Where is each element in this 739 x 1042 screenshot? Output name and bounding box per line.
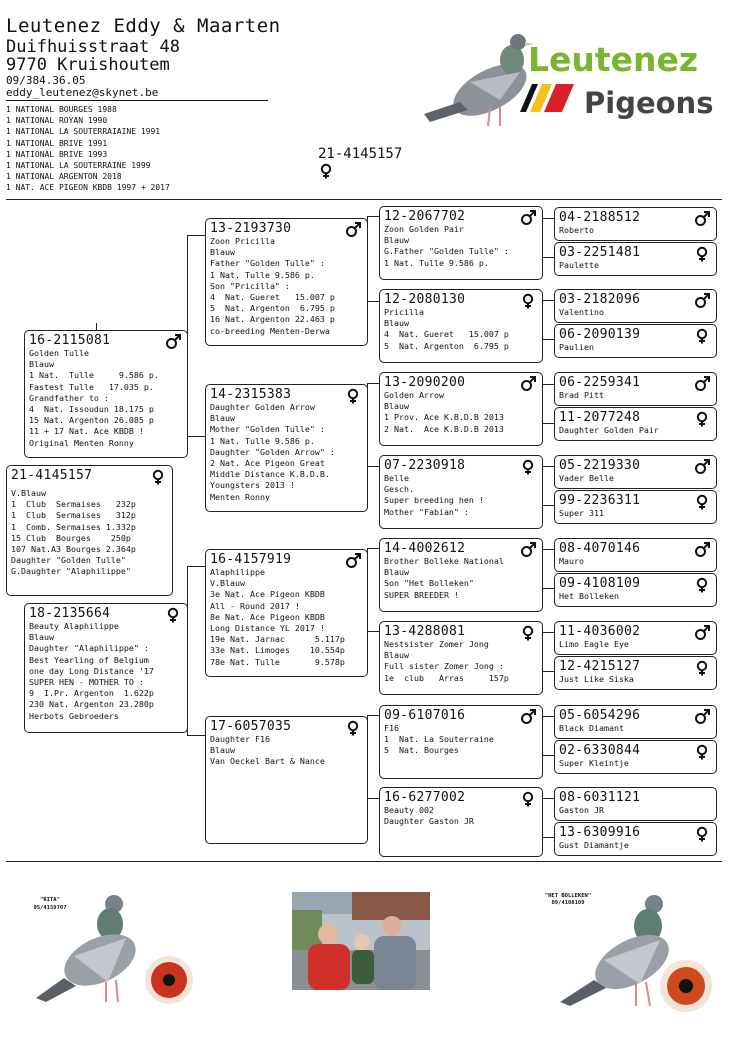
pigeon-line: Zoon Golden Pair	[384, 224, 464, 234]
pigeon-line: 33e Nat. Limoges 10.554p	[210, 645, 345, 656]
pigeon-line: G.Father "Golden Tulle" :	[384, 246, 509, 257]
pigeon-card-g5	[554, 372, 717, 406]
ring-number: 03-2251481	[559, 245, 641, 260]
female-icon	[694, 826, 710, 842]
ring-number: 04-2188512	[559, 210, 641, 225]
pigeon-line: Blauw	[384, 567, 409, 578]
honours-list	[6, 104, 170, 194]
pigeon-card-g15	[554, 787, 717, 821]
pigeon-line: 5 Nat. Argenton 6.795 p	[210, 303, 335, 314]
ring-number: 08-6031121	[559, 790, 641, 805]
pigeon-line: F16	[384, 723, 399, 733]
logo-word-pigeons: Pigeons	[584, 86, 714, 120]
photo-caption-ring: 05/4159707	[33, 905, 67, 911]
pigeon-line: Blauw	[384, 235, 409, 246]
male-icon	[345, 222, 361, 238]
pigeon-card-g7	[554, 455, 717, 489]
female-icon	[520, 625, 536, 641]
pigeon-name: Limo Eagle Eye	[559, 639, 629, 649]
honour-item: 1 NATIONAL BOURGES 1988	[6, 105, 117, 114]
pigeon-line: 9 I.Pr. Argenton 1.622p	[29, 688, 154, 699]
pigeon-card-fff	[379, 206, 543, 280]
honour-item: 1 NATIONAL ROYAN 1990	[6, 116, 108, 126]
male-icon	[694, 293, 710, 309]
male-icon	[694, 211, 710, 227]
male-icon	[694, 376, 710, 392]
ring-number: 13-4288081	[384, 624, 466, 639]
pigeon-line: Daughter Gaston JR	[384, 816, 474, 827]
divider	[6, 199, 722, 200]
divider	[6, 861, 722, 862]
ring-number: 06-2259341	[559, 375, 641, 390]
pigeon-card-g8	[554, 490, 717, 524]
female-icon	[345, 720, 361, 736]
pigeon-line: Super breeding hen !	[384, 495, 484, 506]
pigeon-line: Long Distance YL 2017 !	[210, 623, 325, 634]
female-icon	[345, 388, 361, 404]
ring-number: 09-4108109	[559, 576, 641, 591]
photo-caption-ring: 09/4108109	[551, 900, 585, 906]
pigeon-line: Best Yearling of Belgium	[29, 654, 149, 665]
pigeon-name: Super Kleintje	[559, 758, 629, 768]
owner-phone: 09/384.36.05	[6, 74, 86, 87]
pigeon-line: co-breeding Menten-Derwa	[210, 325, 330, 336]
honour-item: 1 NATIONAL BRIVE 1993	[6, 149, 108, 159]
pigeon-card-g11	[554, 621, 717, 655]
pigeon-line: 230 Nat. Argenton 23.280p	[29, 699, 154, 710]
ring-number: 14-2315383	[210, 387, 292, 402]
pigeon-line: Original Menten Ronny	[29, 437, 134, 448]
ring-number: 13-2090200	[384, 375, 466, 390]
male-icon	[165, 334, 181, 350]
pigeon-card-g13	[554, 705, 717, 739]
pigeon-line: 4 Nat. Gueret 15.007 p	[384, 329, 509, 340]
pigeon-line: Beauty Alaphilippe	[29, 621, 119, 631]
owner-email: eddy_leutenez@skynet.be	[6, 86, 268, 101]
pigeon-line: Mother "Golden Tulle" :	[210, 424, 325, 435]
pigeon-card-g3	[554, 289, 717, 323]
ring-number: 05-6054296	[559, 708, 641, 723]
pigeon-line: Middle Distance K.B.D.B.	[210, 469, 330, 480]
pigeon-line: Daughter F16	[210, 734, 270, 744]
pigeon-line: Daughter "Golden Arrow" :	[210, 446, 335, 457]
pigeon-name: Roberto	[559, 225, 594, 235]
pigeon-line: All - Round 2017 !	[210, 600, 300, 611]
ring-number: 16-4157919	[210, 552, 292, 567]
pigeon-name: Paulien	[559, 342, 594, 352]
honour-item: 1 NAT. ACE PIGEON KBDB 1997 + 2017	[6, 183, 170, 193]
ring-number: 08-4070146	[559, 541, 641, 556]
pigeon-line: Blauw	[384, 318, 409, 329]
pigeon-line: 2 Nat. Ace K.B.D.B 2013	[384, 423, 504, 434]
pigeon-line: Mother "Fabian" :	[384, 506, 469, 517]
pigeon-line: 8e Nat. Ace Pigeon KBDB	[210, 611, 325, 622]
female-icon	[694, 246, 710, 262]
pigeon-line: 19e Nat. Jarnac 5.117p	[210, 634, 345, 645]
pigeon-line: 4 Nat. Issoudun 18.175 p	[29, 404, 154, 415]
pigeon-line: 1e club Arras 157p	[384, 672, 509, 683]
connector	[187, 235, 206, 437]
pigeon-line: Brother Bolleke National	[384, 556, 504, 566]
pigeon-card-mff	[379, 538, 543, 612]
pigeon-card-ff	[205, 218, 368, 346]
pigeon-line: 1 Nat. La Souterraine	[384, 734, 494, 745]
pigeon-line: Golden Tulle	[29, 348, 89, 358]
pigeon-line: 5 Nat. Bourges	[384, 745, 459, 756]
pigeon-line: 3e Nat. Ace Pigeon KBDB	[210, 589, 325, 600]
female-icon	[694, 494, 710, 510]
pigeon-line: Belle	[384, 473, 409, 483]
ring-number: 14-4002612	[384, 541, 466, 556]
pigeon-line: Herbots Gebroeders	[29, 710, 119, 721]
ring-number: 02-6330844	[559, 743, 641, 758]
pigeon-name: Super 311	[559, 508, 604, 518]
pigeon-line: Fastest Tulle 17.035 p.	[29, 381, 154, 392]
pigeon-card-g1	[554, 207, 717, 241]
pigeon-line: Daughter "Alaphilippe" :	[29, 643, 149, 654]
ring-number: 03-2182096	[559, 292, 641, 307]
pigeon-line: 1 Club Sermaises 232p	[11, 499, 136, 510]
female-icon	[520, 791, 536, 807]
pigeon-line: Full sister Zomer Jong :	[384, 661, 504, 672]
pigeon-line: V.Blauw	[210, 578, 245, 589]
pigeon-card-father	[24, 330, 188, 458]
pigeon-line: Blauw	[29, 359, 54, 370]
pigeon-line: 107 Nat.A3 Bourges 2.364p	[11, 544, 136, 555]
honour-item: 1 NATIONAL ARGENTON 2018	[6, 172, 122, 182]
ring-number: 11-4036002	[559, 624, 641, 639]
pigeon-line: 1 Club Sermaises 312p	[11, 510, 136, 521]
pigeon-name: Gaston JR	[559, 805, 604, 815]
photo-caption-name: "HET BOLLEKEN"	[544, 893, 592, 899]
female-icon	[520, 459, 536, 475]
pigeon-name: Black Diamant	[559, 723, 624, 733]
ring-number: 05-2219330	[559, 458, 641, 473]
pigeon-card-mfm	[379, 621, 543, 695]
pigeon-line: Van Oeckel Bart & Nance	[210, 756, 325, 767]
pigeon-card-g4	[554, 324, 717, 358]
pigeon-line: 4 Nat. Gueret 15.007 p	[210, 292, 335, 303]
female-icon	[165, 607, 181, 623]
pigeon-name: Gust Diamantje	[559, 840, 629, 850]
pigeon-line: 1 Nat. Tulle 9.586 p.	[384, 257, 489, 268]
male-icon	[520, 542, 536, 558]
pigeon-line: Nestsister Zomer Jong	[384, 639, 489, 649]
ring-number: 13-2193730	[210, 221, 292, 236]
pigeon-card-mm	[205, 716, 368, 844]
female-icon	[520, 293, 536, 309]
female-icon	[694, 660, 710, 676]
male-icon	[694, 625, 710, 641]
pigeon-line: 1 Nat. Tulle 9.586 p.	[29, 370, 159, 381]
pigeon-line: Youngsters 2013 !	[210, 480, 295, 491]
pigeon-line: Golden Arrow	[384, 390, 444, 400]
pigeon-line: Gesch.	[384, 484, 414, 495]
pigeon-card-root	[6, 465, 173, 596]
pigeon-line: Alaphilippe	[210, 567, 265, 577]
pigeon-line: Father "Golden Tulle" :	[210, 258, 325, 269]
pigeon-line: Blauw	[384, 650, 409, 661]
pigeon-card-fmf	[379, 372, 543, 446]
pigeon-line: Daughter Golden Arrow	[210, 402, 315, 412]
pigeon-photo-het-bolleken	[556, 888, 726, 1014]
owner-street: Duifhuisstraat 48	[6, 37, 180, 57]
ring-number: 21-4145157	[11, 468, 93, 483]
ring-number: 09-6107016	[384, 708, 466, 723]
ring-number: 16-2115081	[29, 333, 111, 348]
ring-number: 07-2230918	[384, 458, 466, 473]
ring-number: 18-2135664	[29, 606, 111, 621]
pigeon-line: 16 Nat. Argenton 22.463 p	[210, 314, 335, 325]
pigeon-card-g2	[554, 242, 717, 276]
ring-number: 99-2236311	[559, 493, 641, 508]
pigeon-line: Blauw	[210, 413, 235, 424]
ring-number: 11-2077248	[559, 410, 641, 425]
male-icon	[694, 459, 710, 475]
female-icon	[694, 744, 710, 760]
pigeon-line: 11 + 17 Nat. Ace KBDB !	[29, 426, 144, 437]
pigeon-line: 1 Nat. Tulle 9.586 p.	[210, 435, 315, 446]
pigeon-name: Valentino	[559, 307, 604, 317]
owner-city: 9770 Kruishoutem	[6, 55, 170, 75]
logo-word-leutenez: Leutenez	[528, 40, 699, 79]
pigeon-card-mmf	[379, 705, 543, 779]
pigeon-line: Daughter "Golden Tulle"	[11, 555, 126, 566]
male-icon	[694, 709, 710, 725]
pigeon-line: 1 Prov. Ace K.B.D.B 2013	[384, 412, 504, 423]
pigeon-line: Blauw	[384, 401, 409, 412]
pigeon-name: Vader Belle	[559, 473, 614, 483]
pigeon-card-fmm	[379, 455, 543, 529]
pigeon-line: SUPER HEN - MOTHER TO :	[29, 677, 144, 688]
pigeon-name: Mauro	[559, 556, 584, 566]
pigeon-card-mf	[205, 549, 368, 677]
pigeon-name: Daughter Golden Pair	[559, 425, 659, 435]
pigeon-line: Menten Ronny	[210, 491, 270, 502]
pigeon-line: Grandfather to :	[29, 392, 109, 403]
pigeon-card-g12	[554, 656, 717, 690]
pigeon-line: 1 Comb. Sermaises 1.332p	[11, 521, 136, 532]
honour-item: 1 NATIONAL BRIVE 1991	[6, 138, 108, 148]
male-icon	[520, 709, 536, 725]
pigeon-card-g6	[554, 407, 717, 441]
pigeon-line: Son "Het Bolleken"	[384, 578, 474, 589]
pigeon-card-g9	[554, 538, 717, 572]
pigeon-line: Son "Pricilla" :	[210, 280, 290, 291]
ring-number: 12-4215127	[559, 659, 641, 674]
owner-name: Leutenez Eddy & Maarten	[6, 15, 281, 37]
pigeon-line: Blauw	[210, 247, 235, 258]
pigeon-line: Blauw	[210, 745, 235, 756]
female-icon	[694, 328, 710, 344]
ring-number: 12-2067702	[384, 209, 466, 224]
pigeon-line: V.Blauw	[11, 488, 46, 498]
female-icon	[694, 577, 710, 593]
pigeon-line: 1 Nat. Tulle 9.586 p.	[210, 269, 315, 280]
pigeon-name: Brad Pitt	[559, 390, 604, 400]
pigeon-line: 15 Club Bourges 250p	[11, 532, 131, 543]
pigeon-card-mother	[24, 603, 188, 733]
pigeon-line: Beauty 002	[384, 805, 434, 815]
honour-item: 1 NATIONAL LA SOUTERRAIAINE 1991	[6, 127, 161, 137]
ring-number: 13-6309916	[559, 825, 641, 840]
pigeon-line: SUPER BREEDER !	[384, 589, 459, 600]
male-icon	[694, 542, 710, 558]
pedigree-ring-number: 21-4145157	[318, 146, 403, 162]
pigeon-line: Pricilla	[384, 307, 424, 317]
male-icon	[345, 553, 361, 569]
female-icon	[694, 411, 710, 427]
female-icon	[318, 163, 334, 179]
pigeon-card-g16	[554, 822, 717, 856]
ring-number: 16-6277002	[384, 790, 466, 805]
pigeon-card-mmm	[379, 787, 543, 857]
ring-number: 06-2090139	[559, 327, 641, 342]
pigeon-line: G.Daughter "Alaphilippe"	[11, 566, 131, 577]
pigeon-line: 78e Nat. Tulle 9.578p	[210, 656, 345, 667]
owners-photo	[292, 892, 430, 990]
pigeon-name: Paulette	[559, 260, 599, 270]
ring-number: 17-6057035	[210, 719, 292, 734]
pigeon-line: Blauw	[29, 632, 54, 643]
pigeon-line: Zoon Pricilla	[210, 236, 275, 246]
ring-number: 12-2080130	[384, 292, 466, 307]
female-icon	[150, 469, 166, 485]
pigeon-card-ffm	[379, 289, 543, 363]
pigeon-photo-rita	[34, 890, 204, 1012]
pigeon-name: Het Bolleken	[559, 591, 619, 601]
connector	[187, 566, 206, 736]
photo-caption-name: "RITA"	[40, 897, 60, 903]
male-icon	[520, 376, 536, 392]
pigeon-card-g14	[554, 740, 717, 774]
pigeon-card-g10	[554, 573, 717, 607]
pigeon-line: 2 Nat. Ace Pigeon Great	[210, 458, 325, 469]
pigeon-name: Just Like Siska	[559, 674, 634, 684]
male-icon	[520, 210, 536, 226]
honour-item: 1 NATIONAL LA SOUTERRAINE 1999	[6, 161, 151, 171]
pigeon-line: 5 Nat. Argenton 6.795 p	[384, 340, 509, 351]
pigeon-line: 15 Nat. Argenton 26.085 p	[29, 415, 154, 426]
pigeon-line: one day Long Distance '17	[29, 665, 154, 676]
pigeon-card-fm	[205, 384, 368, 512]
